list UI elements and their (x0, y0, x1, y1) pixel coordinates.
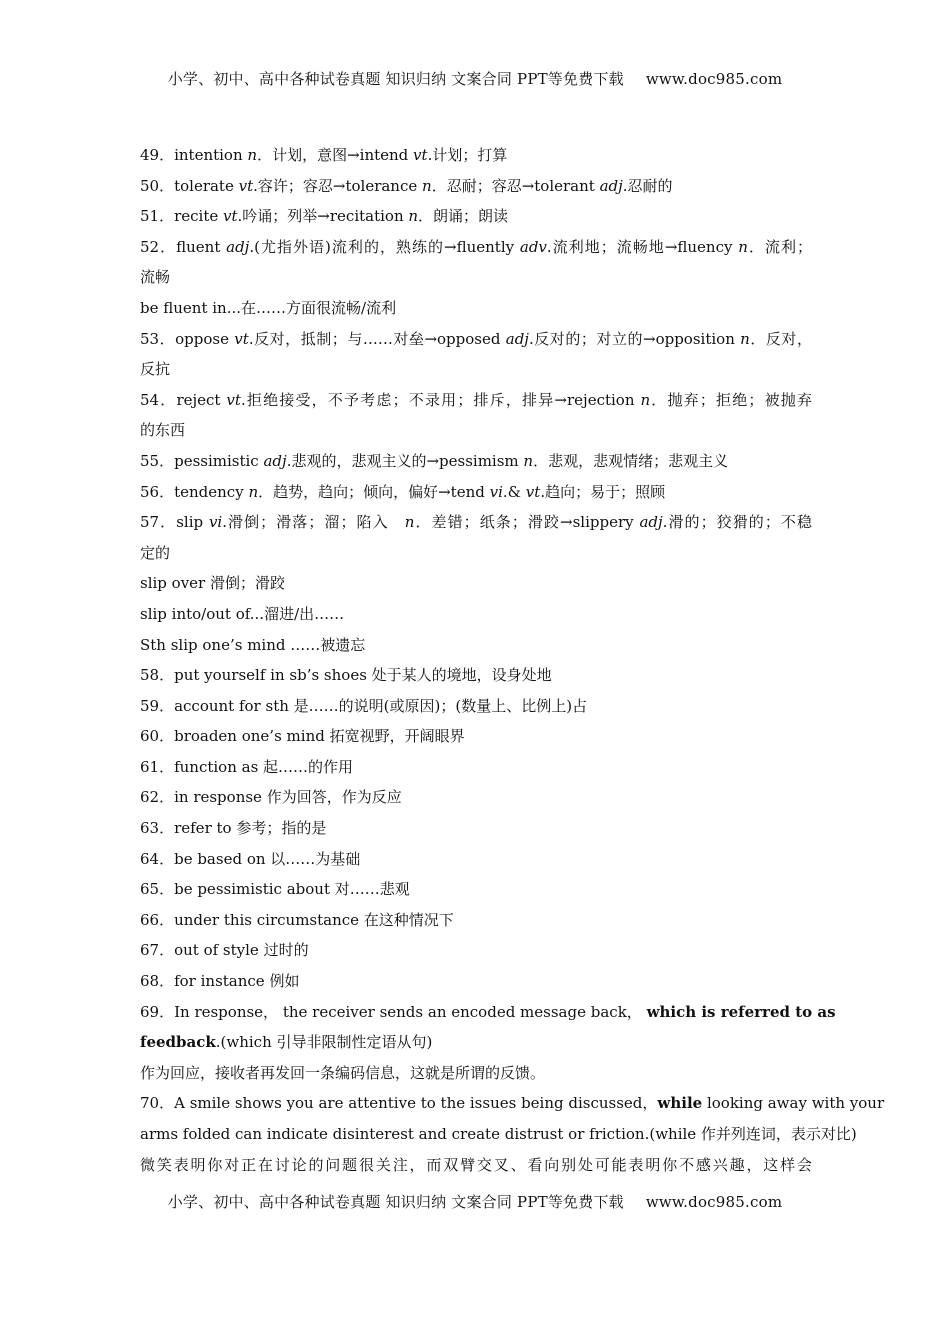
text-line (140, 568, 812, 599)
text-line (140, 201, 812, 232)
text-line (140, 813, 812, 844)
header-site-link[interactable]: www.doc985.com (645, 70, 783, 88)
emphasis-text: which is referred to as (646, 1002, 836, 1021)
line-text: .计划；打算 (427, 146, 508, 164)
line-text: 定的 (140, 543, 171, 562)
part-of-speech: vi (208, 513, 223, 532)
line-text: 50．tolerate (140, 176, 239, 195)
line-text: 59．account for sth 是……的说明(或原因)；(数量上、比例上)占 (140, 696, 588, 715)
text-line (140, 997, 836, 1028)
line-text: 63．refer to 参考；指的是 (140, 819, 327, 838)
text-line (140, 1027, 812, 1058)
line-text: .拒绝接受，不予考虑；不录用；排斥，排异→rejection (240, 390, 641, 409)
text-line (140, 691, 812, 722)
text-line (140, 293, 812, 324)
part-of-speech: vt (223, 207, 238, 226)
part-of-speech: vt (525, 482, 541, 501)
line-text: 66．under this circumstance 在这种情况下 (140, 910, 454, 929)
line-text: 57．slip (140, 513, 209, 532)
page-footer (0, 1191, 950, 1212)
part-of-speech: n (740, 329, 750, 348)
line-text: 微笑表明你对正在讨论的问题很关注，而双臂交叉、看向别处可能表明你不感兴趣，这样会 (140, 1155, 812, 1174)
page-header (0, 68, 950, 89)
emphasis-text: while (657, 1094, 703, 1113)
text-line (140, 171, 812, 202)
document-body (140, 140, 885, 1180)
line-text: ．悲观，悲观情绪；悲观主义 (533, 451, 729, 470)
text-line (140, 599, 812, 630)
emphasis-text: feedback (140, 1033, 216, 1052)
part-of-speech: adj (226, 237, 250, 256)
line-text: 69．In response， the receiver sends an encoded message back， (140, 1002, 647, 1021)
line-text: .流利地；流畅地→fluency (546, 237, 739, 256)
line-text: .(尤指外语)流利的，熟练的→fluently (249, 237, 520, 256)
line-text: ．反对， (749, 329, 812, 348)
part-of-speech: n (404, 513, 415, 532)
part-of-speech: vt (413, 146, 428, 164)
line-text: 49．intention (140, 146, 248, 164)
text-line (140, 446, 812, 477)
line-text: ．计划，意图→intend (257, 146, 414, 164)
text-line (140, 935, 812, 966)
line-text: 70．A smile shows you are attentive to the issues being discussed， (140, 1094, 658, 1113)
text-line (140, 354, 812, 385)
text-line (140, 660, 812, 691)
line-text: .滑的；狡猾的；不稳 (662, 513, 812, 532)
line-text: 51．recite (140, 207, 224, 226)
text-line (140, 232, 812, 263)
part-of-speech: n (247, 146, 258, 164)
line-text: 68．for instance 例如 (140, 972, 300, 991)
line-text: 60．broaden one’s mind 拓宽视野，开阔眼界 (140, 727, 465, 746)
part-of-speech: vi (489, 482, 503, 501)
text-line (140, 1150, 812, 1181)
text-line (140, 1119, 857, 1150)
text-line (140, 140, 812, 171)
text-line (140, 477, 812, 508)
line-text: ．差错；纸条；滑跤→slippery (414, 513, 640, 532)
line-text: 52．fluent (140, 237, 227, 256)
line-text: 62．in response 作为回答，作为反应 (140, 788, 402, 807)
text-line (140, 262, 812, 293)
line-text: .反对，抵制；与……对垒→opposed (248, 329, 506, 348)
line-text: be fluent in...在……方面很流畅/流利 (140, 298, 397, 317)
line-text: .趋向；易于；照顾 (540, 482, 666, 501)
line-text: .容许；容忍→tolerance (253, 176, 423, 195)
text-line (140, 630, 812, 661)
line-text: .(which 引导非限制性定语从句) (215, 1033, 433, 1052)
line-text: 56．tendency (140, 482, 249, 501)
part-of-speech: vt (226, 390, 241, 409)
text-line (140, 844, 812, 875)
text-line (140, 538, 812, 569)
line-text: ．朗诵；朗读 (418, 207, 509, 226)
text-line (140, 905, 812, 936)
line-text: 58．put yourself in sb’s shoes 处于某人的境地，设身处地 (140, 666, 552, 685)
line-text: 67．out of style 过时的 (140, 941, 309, 960)
text-line (140, 324, 812, 355)
line-text: ．趋势，趋向；倾向，偏好→tend (258, 482, 490, 501)
part-of-speech: adj (505, 329, 529, 348)
part-of-speech: vt (238, 176, 254, 195)
part-of-speech: n (523, 451, 534, 470)
line-text: .反对的；对立的→opposition (528, 329, 741, 348)
part-of-speech: adj (263, 451, 287, 470)
text-line (140, 415, 812, 446)
text-line (140, 966, 812, 997)
line-text: 64．be based on 以……为基础 (140, 849, 361, 868)
text-line (140, 874, 812, 905)
line-text: arms folded can indicate disinterest and create distrust or friction.(while 作并列连词，表示对比) (140, 1125, 857, 1143)
footer-site-link[interactable]: www.doc985.com (645, 1193, 783, 1211)
footer-text: 小学、初中、高中各种试卷真题 知识归纳 文案合同 PPT等免费下载 (167, 1193, 624, 1211)
text-line (140, 752, 812, 783)
part-of-speech: n (408, 207, 419, 226)
line-text: 流畅 (140, 268, 171, 287)
text-line (140, 1058, 812, 1089)
part-of-speech: vt (234, 329, 249, 348)
line-text: ．流利； (747, 237, 813, 256)
line-text: .& (502, 482, 526, 501)
line-text: 54．reject (140, 390, 227, 409)
line-text: slip into/out of...溜进/出…… (140, 604, 345, 623)
part-of-speech: n (738, 237, 748, 256)
text-line (140, 721, 812, 752)
part-of-speech: adj (639, 513, 663, 532)
line-text: 55．pessimistic (140, 451, 264, 470)
text-line (140, 782, 812, 813)
line-text: 作为回应，接收者再发回一条编码信息，这就是所谓的反馈。 (140, 1063, 546, 1082)
text-line (140, 385, 812, 416)
line-text: .滑倒；滑落；溜；陷入 (222, 513, 405, 532)
line-text: .悲观的，悲观主义的→pessimism (286, 451, 524, 470)
text-line (140, 1088, 885, 1119)
line-text: .忍耐的 (622, 176, 673, 195)
line-text: 53．oppose (140, 329, 235, 348)
line-text: .吟诵；列举→recitation (237, 207, 409, 226)
header-text: 小学、初中、高中各种试卷真题 知识归纳 文案合同 PPT等免费下载 (167, 70, 624, 88)
line-text: ．抛弃；拒绝；被抛弃 (650, 390, 812, 409)
line-text: 的东西 (140, 421, 186, 440)
part-of-speech: n (248, 482, 259, 501)
part-of-speech: n (640, 390, 651, 409)
line-text: looking away with your (702, 1094, 885, 1113)
part-of-speech: adv (519, 237, 547, 256)
line-text: 61．function as 起……的作用 (140, 757, 354, 776)
part-of-speech: n (422, 176, 432, 195)
line-text: 反抗 (140, 360, 171, 379)
line-text: 65．be pessimistic about 对……悲观 (140, 880, 410, 899)
line-text: slip over 滑倒；滑跤 (140, 574, 285, 593)
line-text: ．忍耐；容忍→tolerant (431, 176, 600, 195)
line-text: Sth slip one’s mind ……被遗忘 (140, 635, 366, 654)
part-of-speech: adj (599, 176, 623, 195)
text-line (140, 507, 812, 538)
